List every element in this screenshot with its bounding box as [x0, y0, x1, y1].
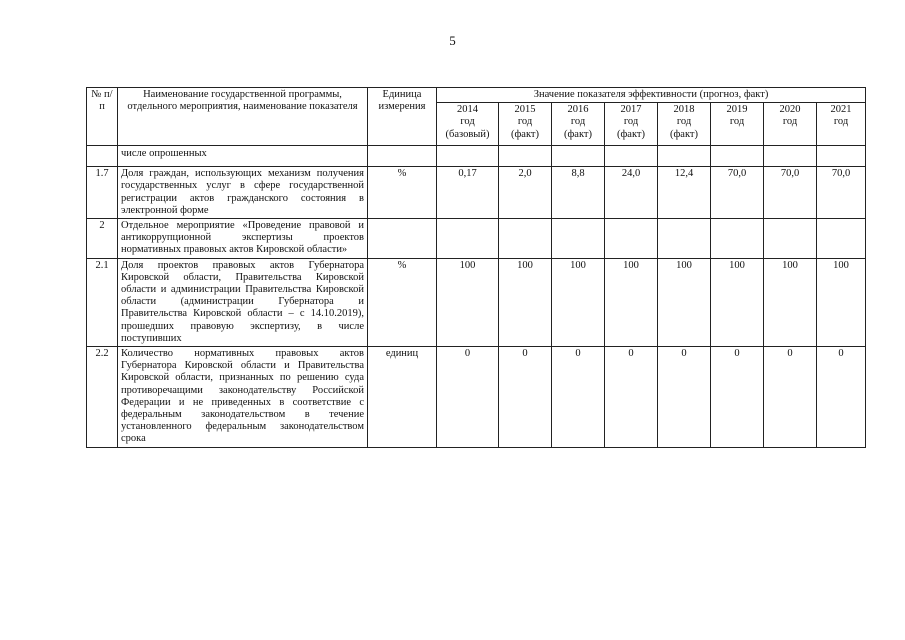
value-cell-2020: 100	[764, 258, 817, 346]
value-cell-2021	[817, 219, 866, 259]
value-cell-2014	[437, 146, 499, 167]
value-cell-2019	[711, 146, 764, 167]
value-cell-2015: 0	[499, 347, 552, 448]
year-header-label: год	[460, 116, 475, 128]
value-cell-2015: 2,0	[499, 167, 552, 219]
year-header-year: 2017	[620, 104, 642, 116]
year-header-label: год	[570, 116, 586, 128]
value-cell-2016: 8,8	[552, 167, 605, 219]
value-cell-2018	[658, 146, 711, 167]
value-cell-2015	[499, 219, 552, 259]
year-header-label: год	[517, 116, 533, 128]
year-header-year: 2019	[726, 104, 748, 116]
year-header-2016	[552, 103, 605, 146]
value-cell-2017: 24,0	[605, 167, 658, 219]
value-cell-2016	[552, 146, 605, 167]
value-cell-2014: 100	[437, 258, 499, 346]
indicator-name: Доля проектов правовых актов Губернатора Кировской области, Правительства Кировской области и администрации Правительства Кировской области (администрации Губернатора и Правительства Кировской области – с 14.10.2019), прошедших правовую экспертизу, в числе поступивших	[118, 258, 368, 346]
indicator-name: числе опрошенных	[118, 146, 368, 167]
value-cell-2015	[499, 146, 552, 167]
table-row	[87, 258, 866, 346]
row-number: 1.7	[87, 167, 118, 219]
year-header-label: год	[729, 116, 745, 128]
value-cell-2017	[605, 219, 658, 259]
unit-cell: %	[368, 167, 437, 219]
value-cell-2014: 0,17	[437, 167, 499, 219]
year-header-year: 2014	[457, 104, 478, 116]
value-cell-2018: 12,4	[658, 167, 711, 219]
indicator-name: Количество нормативных правовых актов Губернатора Кировской области и Правительства Кировской области, признанных по решению суда противоречащими законодательству Российской Федерации и не приведенных в соответствие с федеральным законодательством в течение установленного федеральным законодательством срока	[118, 347, 368, 448]
unit-cell: единиц	[368, 347, 437, 448]
value-cell-2014: 0	[437, 347, 499, 448]
table-row	[87, 347, 866, 448]
header-num: № п/п	[87, 88, 118, 146]
year-header-year: 2020	[779, 104, 801, 116]
year-header-label: год	[833, 116, 849, 128]
header-values-group: Значение показателя эффективности (прогноз, факт)	[437, 88, 866, 103]
year-header-label: год	[676, 116, 692, 128]
year-header-2017	[605, 103, 658, 146]
header-row	[87, 88, 866, 103]
value-cell-2016	[552, 219, 605, 259]
value-cell-2021: 70,0	[817, 167, 866, 219]
value-cell-2018: 100	[658, 258, 711, 346]
value-cell-2016: 0	[552, 347, 605, 448]
year-header-label: год	[782, 116, 798, 128]
row-number: 2.1	[87, 258, 118, 346]
unit-cell	[368, 146, 437, 167]
year-header-note: (факт)	[510, 128, 539, 140]
table-row	[87, 146, 866, 167]
value-cell-2020	[764, 146, 817, 167]
year-header-note: (факт)	[616, 128, 645, 140]
year-header-note: (базовый)	[445, 128, 490, 140]
row-number: 2.2	[87, 347, 118, 448]
indicator-name: Отдельное мероприятие «Проведение правовой и антикоррупционной экспертизы проектов нормативных правовых актов Кировской области»	[118, 219, 368, 259]
value-cell-2019: 100	[711, 258, 764, 346]
year-header-note: (факт)	[563, 128, 592, 140]
year-header-2021	[817, 103, 866, 146]
row-number	[87, 146, 118, 167]
year-header-2018	[658, 103, 711, 146]
value-cell-2018	[658, 219, 711, 259]
value-cell-2019	[711, 219, 764, 259]
header-unit: Единица измерения	[368, 88, 437, 146]
value-cell-2014	[437, 219, 499, 259]
value-cell-2016: 100	[552, 258, 605, 346]
row-number: 2	[87, 219, 118, 259]
value-cell-2021: 100	[817, 258, 866, 346]
value-cell-2021	[817, 146, 866, 167]
value-cell-2015: 100	[499, 258, 552, 346]
value-cell-2018: 0	[658, 347, 711, 448]
year-header-year: 2021	[830, 104, 852, 116]
value-cell-2021: 0	[817, 347, 866, 448]
value-cell-2020	[764, 219, 817, 259]
page-number: 5	[449, 33, 456, 48]
indicators-table	[86, 87, 866, 448]
value-cell-2017: 100	[605, 258, 658, 346]
value-cell-2019: 0	[711, 347, 764, 448]
year-header-2015	[499, 103, 552, 146]
value-cell-2020: 0	[764, 347, 817, 448]
year-header-2020	[764, 103, 817, 146]
value-cell-2020: 70,0	[764, 167, 817, 219]
year-header-label: год	[623, 116, 639, 128]
header-name: Наименование государственной программы, отдельного мероприятия, наименование показателя	[118, 88, 368, 146]
table-row	[87, 167, 866, 219]
year-header-2014	[437, 103, 499, 146]
year-header-year: 2015	[514, 104, 536, 116]
year-header-year: 2018	[673, 104, 695, 116]
unit-cell: %	[368, 258, 437, 346]
table-body	[87, 146, 866, 447]
value-cell-2017	[605, 146, 658, 167]
table-row	[87, 219, 866, 259]
year-header-note: (факт)	[669, 128, 698, 140]
value-cell-2017: 0	[605, 347, 658, 448]
indicator-name: Доля граждан, использующих механизм получения государственных услуг в сфере государственной регистрации актов гражданского состояния в электронной форме	[118, 167, 368, 219]
year-header-year: 2016	[567, 104, 589, 116]
value-cell-2019: 70,0	[711, 167, 764, 219]
unit-cell	[368, 219, 437, 259]
year-header-2019	[711, 103, 764, 146]
